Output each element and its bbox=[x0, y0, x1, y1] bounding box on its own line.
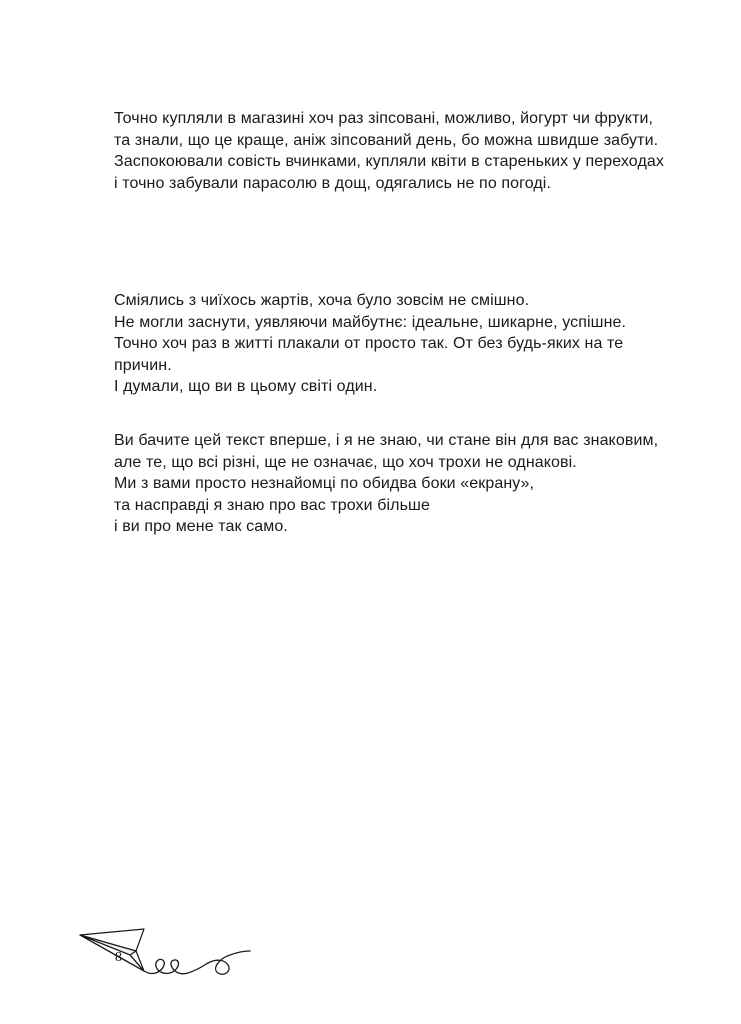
stanza-line: Точно купляли в магазині хоч раз зіпсовані, можливо, йогурт чи фрукти, bbox=[114, 110, 654, 127]
stanza-line: Не могли заснути, уявляючи майбутнє: ідеальне, шикарне, успішне. bbox=[114, 313, 627, 331]
stanza-line: і точно забували парасолю в дощ, одягались не по погоді. bbox=[114, 174, 551, 192]
page-number: 8 bbox=[115, 950, 122, 965]
paper-plane-icon bbox=[78, 925, 258, 985]
stanza-line: І думали, що ви в цьому світі один. bbox=[114, 378, 378, 396]
stanza-line: але те, що всі різні, ще не означає, що хоч трохи не однакові. bbox=[114, 453, 577, 471]
stanza-line: Заспокоювали совість вчинками, купляли квіти в старeньких у переходах bbox=[114, 153, 664, 171]
stanza-line: і ви про мене так само. bbox=[114, 518, 288, 536]
stanza-line: Ви бачите цей текст вперше, і я не знаю, чи стане він для вас знаковим, bbox=[114, 432, 659, 449]
stanza-line: та знали, що це краще, аніж зіпсований день, бо можна швидше забути. bbox=[114, 131, 659, 149]
page-footer bbox=[78, 925, 258, 985]
stanza-3 bbox=[114, 430, 664, 538]
stanza-line: Ми з вами просто незнайомці по обидва боки «екрану», bbox=[114, 475, 535, 493]
stanza-1 bbox=[114, 108, 664, 194]
stanza-2 bbox=[114, 290, 664, 398]
stanza-line: Точно хоч раз в житті плакали от просто так. От без будь-яких на те причин. bbox=[114, 335, 624, 374]
stanza-line: та насправді я знаю про вас трохи більше bbox=[114, 496, 430, 514]
stanza-line: Сміялись з чиїхось жартів, хоча було зовсім не смішно. bbox=[114, 292, 530, 309]
